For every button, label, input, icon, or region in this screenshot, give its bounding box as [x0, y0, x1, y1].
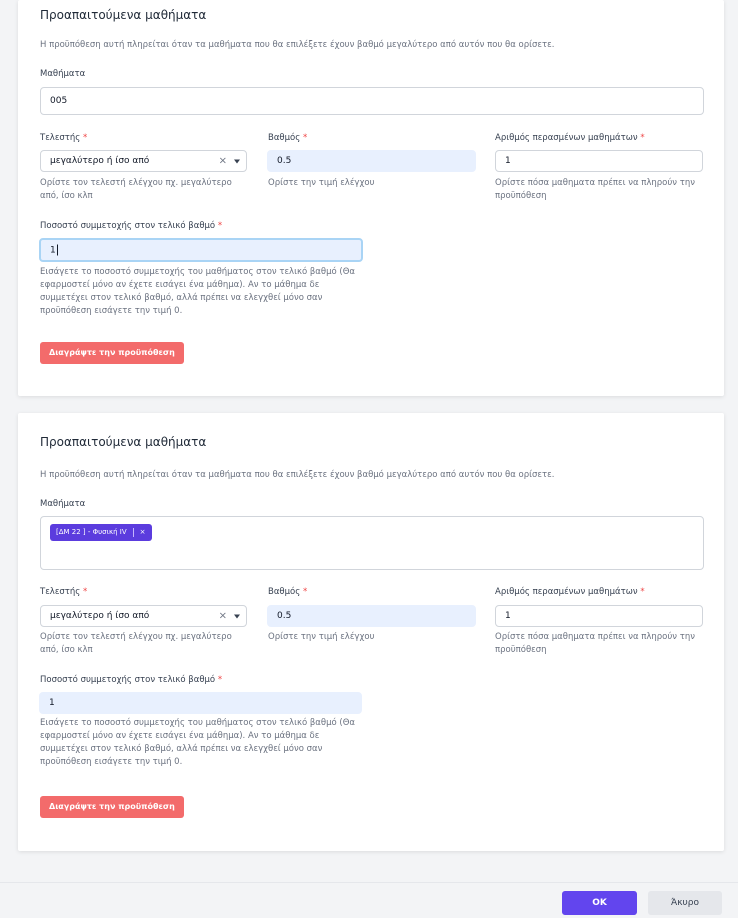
condition-card-1 [18, 0, 724, 396]
passed-courses-label-text: Αριθμός περασμένων μαθημάτων [495, 133, 638, 143]
cancel-button[interactable]: Άκυρο [648, 891, 722, 915]
grade-input-value: 0.5 [277, 611, 292, 621]
percent-label [40, 675, 222, 685]
required-mark: * [302, 133, 308, 143]
required-mark: * [640, 133, 645, 143]
courses-label: Μαθήματα [40, 69, 86, 79]
percent-help: Εισάγετε το ποσοστό συμμετοχής του μαθήματος στον τελικό βαθμό (Θα εφαρμοστεί μόνο αν έχετε εισάγει ένα μάθημα). Αν το μάθημα δε συμμετέχει στον τελικό βαθμό, αλλά πρέπει να ελεγχθεί μόνο σαν προϋπόθεση εισάγετε την τιμή 0. [40, 267, 356, 316]
ok-button[interactable]: OK [562, 891, 637, 915]
condition-card-2 [18, 413, 724, 851]
grade-label [268, 587, 307, 597]
card-title: Προαπαιτούμενα μαθήματα [40, 8, 207, 22]
footer-divider [0, 882, 738, 883]
operator-help: Ορίστε τον τελεστή ελέγχου πχ. μεγαλύτερο από, ίσο κλπ [40, 178, 232, 201]
delete-condition-button[interactable]: Διαγράψτε την προϋπόθεση [40, 342, 184, 364]
required-mark: * [83, 587, 88, 597]
clear-icon[interactable]: × [218, 155, 227, 167]
passed-courses-help: Ορίστε πόσα μαθηματα πρέπει να πληρούν την προϋπόθεση [495, 178, 696, 201]
chevron-down-icon[interactable] [234, 159, 240, 163]
operator-select-value: μεγαλύτερο ή ίσο από [50, 156, 150, 166]
required-mark: * [83, 133, 88, 143]
grade-help: Ορίστε την τιμή ελέγχου [268, 178, 375, 188]
passed-courses-input[interactable] [495, 605, 703, 627]
operator-help: Ορίστε τον τελεστή ελέγχου πχ. μεγαλύτερο από, ίσο κλπ [40, 632, 232, 655]
required-mark: * [302, 587, 308, 597]
percent-input[interactable] [39, 238, 363, 262]
card-description: Η προϋπόθεση αυτή πληρείται όταν τα μαθήματα που θα επιλέξετε έχουν βαθμό μεγαλύτερο από αυτόν που θα ορίσετε. [40, 40, 555, 50]
courses-input[interactable] [40, 87, 704, 115]
required-mark: * [217, 221, 223, 231]
tag-separator [133, 528, 134, 537]
grade-input[interactable] [267, 150, 476, 172]
courses-multiselect[interactable] [40, 516, 704, 570]
grade-input[interactable] [267, 605, 476, 627]
courses-label: Μαθήματα [40, 499, 86, 509]
percent-label [40, 221, 222, 231]
percent-input-value: 1 [49, 698, 55, 708]
required-mark: * [640, 587, 645, 597]
passed-courses-input-value: 1 [505, 156, 511, 166]
grade-input-value: 0.5 [277, 156, 292, 166]
passed-courses-input[interactable] [495, 150, 703, 172]
percent-help: Εισάγετε το ποσοστό συμμετοχής του μαθήματος στον τελικό βαθμό (Θα εφαρμοστεί μόνο αν έχετε εισάγει ένα μάθημα). Αν το μάθημα δε συμμετέχει στον τελικό βαθμό, αλλά πρέπει να ελεγχθεί μόνο σαν προϋπόθεση εισάγετε την τιμή 0. [40, 718, 356, 767]
card-title: Προαπαιτούμενα μαθήματα [40, 435, 207, 449]
percent-input[interactable] [39, 692, 362, 714]
card-description: Η προϋπόθεση αυτή πληρείται όταν τα μαθήματα που θα επιλέξετε έχουν βαθμό μεγαλύτερο από αυτόν που θα ορίσετε. [40, 470, 555, 480]
percent-input-value: 1 [50, 245, 56, 256]
course-tag [50, 524, 152, 541]
operator-label-text: Τελεστής [40, 587, 81, 597]
operator-select[interactable] [40, 605, 247, 627]
grade-label-text: Βαθμός [268, 587, 301, 597]
delete-condition-button[interactable]: Διαγράψτε την προϋπόθεση [40, 796, 184, 818]
passed-courses-label-text: Αριθμός περασμένων μαθημάτων [495, 587, 638, 597]
percent-label-text: Ποσοστό συμμετοχής στον τελικό βαθμό [40, 675, 216, 685]
operator-label-text: Τελεστής [40, 133, 81, 143]
percent-label-text: Ποσοστό συμμετοχής στον τελικό βαθμό [40, 221, 216, 231]
operator-label [40, 133, 87, 143]
passed-courses-help: Ορίστε πόσα μαθηματα πρέπει να πληρούν την προϋπόθεση [495, 632, 696, 655]
text-cursor [57, 245, 58, 256]
passed-courses-input-value: 1 [505, 611, 511, 621]
grade-label [268, 133, 307, 143]
operator-select[interactable] [40, 150, 247, 172]
course-tag-label: [ΔΜ 22 ] - Φυσική IV [56, 528, 127, 536]
grade-help: Ορίστε την τιμή ελέγχου [268, 632, 375, 642]
clear-icon[interactable]: × [218, 610, 227, 622]
passed-courses-label [495, 587, 645, 597]
operator-select-value: μεγαλύτερο ή ίσο από [50, 611, 150, 621]
courses-input-value: 005 [50, 96, 68, 106]
chevron-down-icon[interactable] [234, 614, 240, 618]
grade-label-text: Βαθμός [268, 133, 301, 143]
passed-courses-label [495, 133, 645, 143]
remove-tag-icon[interactable]: × [139, 528, 146, 536]
required-mark: * [217, 675, 223, 685]
operator-label [40, 587, 87, 597]
